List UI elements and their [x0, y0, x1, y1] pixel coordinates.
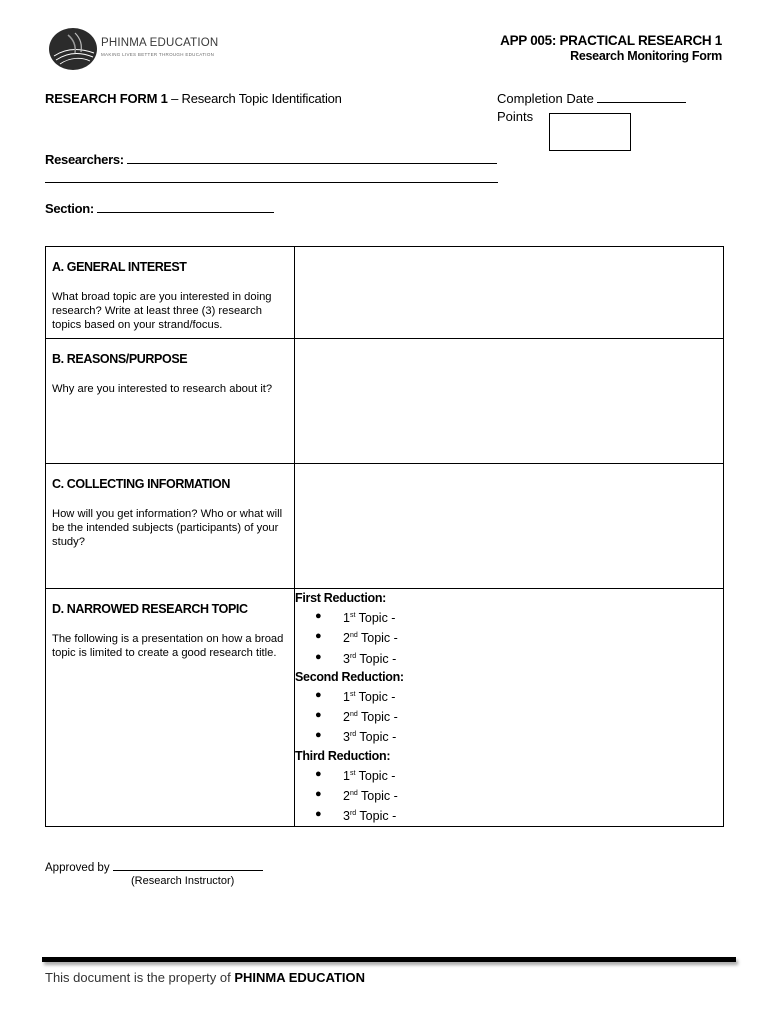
list-item[interactable]: ● 2nd Topic -: [295, 627, 723, 647]
section-d-prompt: [46, 589, 295, 827]
list-item[interactable]: ● 1st Topic -: [295, 765, 723, 785]
bullet-dot-icon: ●: [315, 729, 322, 742]
list-item[interactable]: ● 3rd Topic -: [295, 726, 723, 746]
bullet-dot-icon: ●: [315, 610, 322, 622]
approved-by: [45, 862, 263, 874]
section-heading: A. GENERAL INTEREST: [52, 260, 187, 274]
section-b-prompt: [46, 339, 295, 464]
section-heading: B. REASONS/PURPOSE: [52, 352, 188, 366]
footer-statement: This document is the property of: [45, 970, 235, 985]
topic-list: [295, 765, 723, 826]
logo-name: PHINMA EDUCATION: [101, 37, 219, 49]
list-item[interactable]: ● 1st Topic -: [295, 607, 723, 627]
topic-list: [295, 686, 723, 747]
section-c-answer[interactable]: [295, 464, 724, 589]
section-a-answer[interactable]: [295, 247, 724, 339]
reduction-heading: Second Reduction:: [295, 669, 404, 684]
form-title: – Research Topic Identification: [167, 91, 342, 106]
researchers-field-2[interactable]: [45, 182, 498, 183]
footer-divider: [42, 957, 736, 962]
section-description: Why are you interested to research about it?: [52, 383, 273, 395]
section-b-answer[interactable]: [295, 339, 724, 464]
section-description: How will you get information? Who or what will be the intended subjects (participants) of your study?: [52, 508, 283, 548]
table-row: [46, 339, 724, 464]
points-box[interactable]: [549, 113, 631, 151]
form-subtitle: Research Monitoring Form: [570, 49, 722, 63]
list-item[interactable]: ● 3rd Topic -: [295, 648, 723, 668]
section-a-prompt: [46, 247, 295, 339]
list-item[interactable]: ● 2nd Topic -: [295, 785, 723, 805]
list-item[interactable]: ● 3rd Topic -: [295, 805, 723, 825]
section-field[interactable]: [97, 211, 274, 213]
course-title: APP 005: PRACTICAL RESEARCH 1: [500, 33, 722, 48]
bullet-dot-icon: ●: [315, 808, 322, 821]
section-c-prompt: [46, 464, 295, 589]
section-description: What broad topic are you interested in doing research? Write at least three (3) research topics based on your strand/focus.: [52, 291, 272, 331]
researchers-label: Researchers:: [45, 152, 124, 167]
logo-tagline: MAKING LIVES BETTER THROUGH EDUCATION: [101, 52, 215, 57]
completion-date-label: Completion Date: [497, 91, 594, 106]
footer-text: [45, 970, 365, 985]
form-label: RESEARCH FORM 1: [45, 91, 168, 106]
bullet-dot-icon: ●: [315, 788, 322, 801]
points-label: Points: [497, 109, 534, 124]
research-form-heading: [45, 91, 342, 106]
table-row: [46, 464, 724, 589]
researchers-line: [45, 152, 497, 167]
bullet-dot-icon: ●: [315, 630, 322, 643]
bullet-dot-icon: ●: [315, 688, 322, 701]
topic-list: [295, 607, 723, 668]
section-line: [45, 201, 274, 216]
list-item[interactable]: ● 2nd Topic -: [295, 706, 723, 726]
approved-by-field[interactable]: [113, 869, 263, 871]
section-heading: D. NARROWED RESEARCH TOPIC: [52, 602, 248, 616]
instructor-caption: (Research Instructor): [131, 875, 235, 887]
topic-identification-table: [45, 246, 724, 827]
researchers-field[interactable]: [127, 162, 497, 164]
list-item[interactable]: ● 1st Topic -: [295, 686, 723, 706]
approved-by-label: Approved by: [45, 862, 110, 874]
bullet-dot-icon: ●: [315, 650, 322, 663]
section-heading: C. COLLECTING INFORMATION: [52, 477, 230, 491]
completion-date-field[interactable]: [597, 101, 686, 103]
table-row: [46, 589, 724, 827]
phinma-logo: [48, 26, 218, 72]
section-d-answer[interactable]: [295, 589, 724, 827]
reduction-heading: First Reduction:: [295, 591, 387, 605]
section-label: Section:: [45, 201, 94, 216]
footer-company: PHINMA EDUCATION: [234, 970, 366, 985]
reduction-heading: Third Reduction:: [295, 748, 391, 763]
completion-date: [497, 91, 686, 106]
section-description: The following is a presentation on how a broad topic is limited to create a good research title.: [52, 633, 284, 659]
bullet-dot-icon: ●: [315, 709, 322, 722]
phinma-logo-icon: [48, 26, 100, 72]
table-row: [46, 247, 724, 339]
bullet-dot-icon: ●: [315, 767, 322, 780]
